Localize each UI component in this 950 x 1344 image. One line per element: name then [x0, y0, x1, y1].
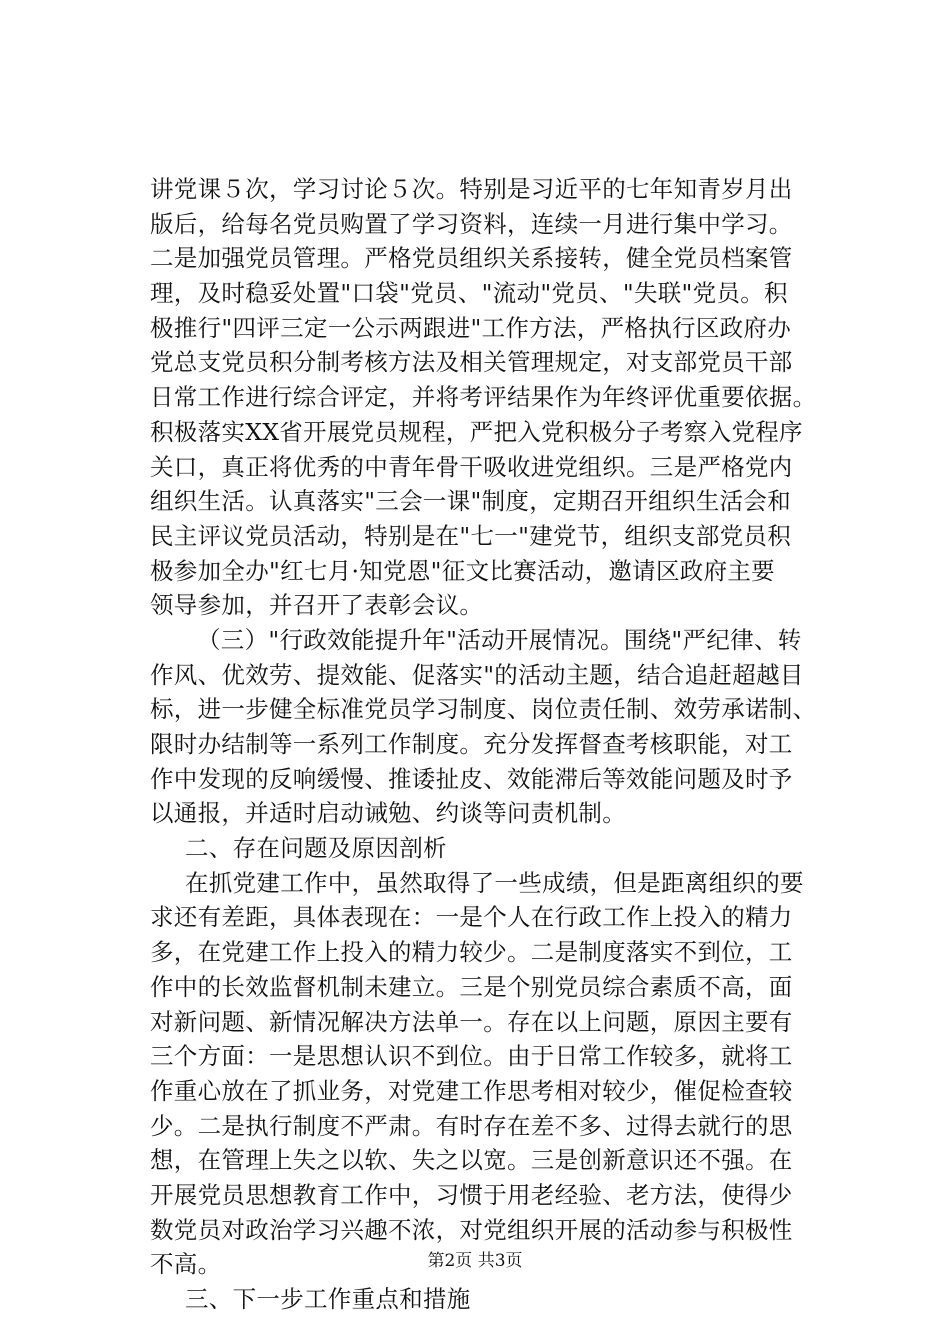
text-line: 作中发现的反响缓慢、推诿扯皮、效能滞后等效能问题及时予: [150, 764, 793, 793]
text-line: （三）"行政效能提升年"活动开展情况。围绕"严纪律、转: [197, 625, 802, 654]
text-line: 关口，真正将优秀的中青年骨干吸收进党组织。三是严格党内: [150, 452, 793, 481]
text-line: 领导参加，并召开了表彰会议。: [150, 591, 484, 620]
text-line: 限时办结制等一系列工作制度。充分发挥督查考核职能，对工: [150, 730, 793, 758]
text-line: 党总支党员积分制考核方法及相关管理规定，对支部党员干部: [150, 348, 793, 377]
text-line: 日常工作进行综合评定，并将考评结果作为年终评优重要依据。: [150, 383, 817, 412]
text-line: 开展党员思想教育工作中，习惯于用老经验、老方法，使得少: [150, 1180, 793, 1209]
text-line: 少。二是执行制度不严肃。有时存在差不多、过得去就行的思: [150, 1111, 793, 1140]
text-line: 对新问题、新情况解决方法单一。存在以上问题，原因主要有: [150, 1007, 793, 1036]
text-line: 极参加全办"红七月·知党恩"征文比赛活动，邀请区政府主要: [150, 556, 775, 585]
text-line: 极推行"四评三定一公示两跟进"工作方法，严格执行区政府办: [150, 313, 792, 342]
text-line: 不高。: [150, 1250, 222, 1279]
text-line: 民主评议党员活动，特别是在"七一"建党节，组织支部党员积: [150, 521, 792, 550]
text-line: 以通报，并适时启动诫勉、约谈等问责机制。: [150, 799, 626, 828]
text-line: 想，在管理上失之以软、失之以宽。三是创新意识还不强。在: [150, 1146, 793, 1175]
text-line: 组织生活。认真落实"三会一课"制度，定期召开组织生活会和: [150, 487, 792, 516]
text-line: 标，进一步健全标准党员学习制度、岗位责任制、效劳承诺制、: [150, 695, 817, 724]
text-line: 作中的长效监督机制未建立。三是个别党员综合素质不高，面: [150, 972, 793, 1001]
text-line: 作风、优效劳、提效能、促落实"的活动主题，结合追赶超越目: [150, 660, 804, 689]
text-line: 二是加强党员管理。严格党员组织关系接转，健全党员档案管: [150, 244, 793, 273]
text-line: 求还有差距，具体表现在：一是个人在行政工作上投入的精力: [150, 903, 793, 932]
page-number: 第2页 共3页: [427, 1251, 523, 1271]
section-heading: 二、存在问题及原因剖析: [185, 834, 447, 863]
text-line: 在抓党建工作中，虽然取得了一些成绩，但是距离组织的要: [185, 868, 804, 897]
text-line: 三个方面：一是思想认识不到位。由于日常工作较多，就将工: [150, 1042, 793, 1071]
text-line: 积极落实XX省开展党员规程，严把入党积极分子考察入党程序: [150, 417, 803, 446]
body-text: [150, 172, 822, 1317]
text-line: 理，及时稳妥处置"口袋"党员、"流动"党员、"失联"党员。积: [150, 279, 788, 308]
text-line: 数党员对政治学习兴趣不浓，对党组织开展的活动参与积极性: [150, 1215, 793, 1244]
section-heading: 三、下一步工作重点和措施: [185, 1285, 471, 1313]
text-line: 版后，给每名党员购置了学习资料，连续一月进行集中学习。: [150, 209, 793, 238]
text-line: 讲党课５次，学习讨论５次。特别是习近平的七年知青岁月出: [150, 175, 793, 203]
text-line: 作重心放在了抓业务，对党建工作思考相对较少，催促检查较: [150, 1076, 793, 1105]
text-line: 多，在党建工作上投入的精力较少。二是制度落实不到位，工: [150, 938, 793, 967]
